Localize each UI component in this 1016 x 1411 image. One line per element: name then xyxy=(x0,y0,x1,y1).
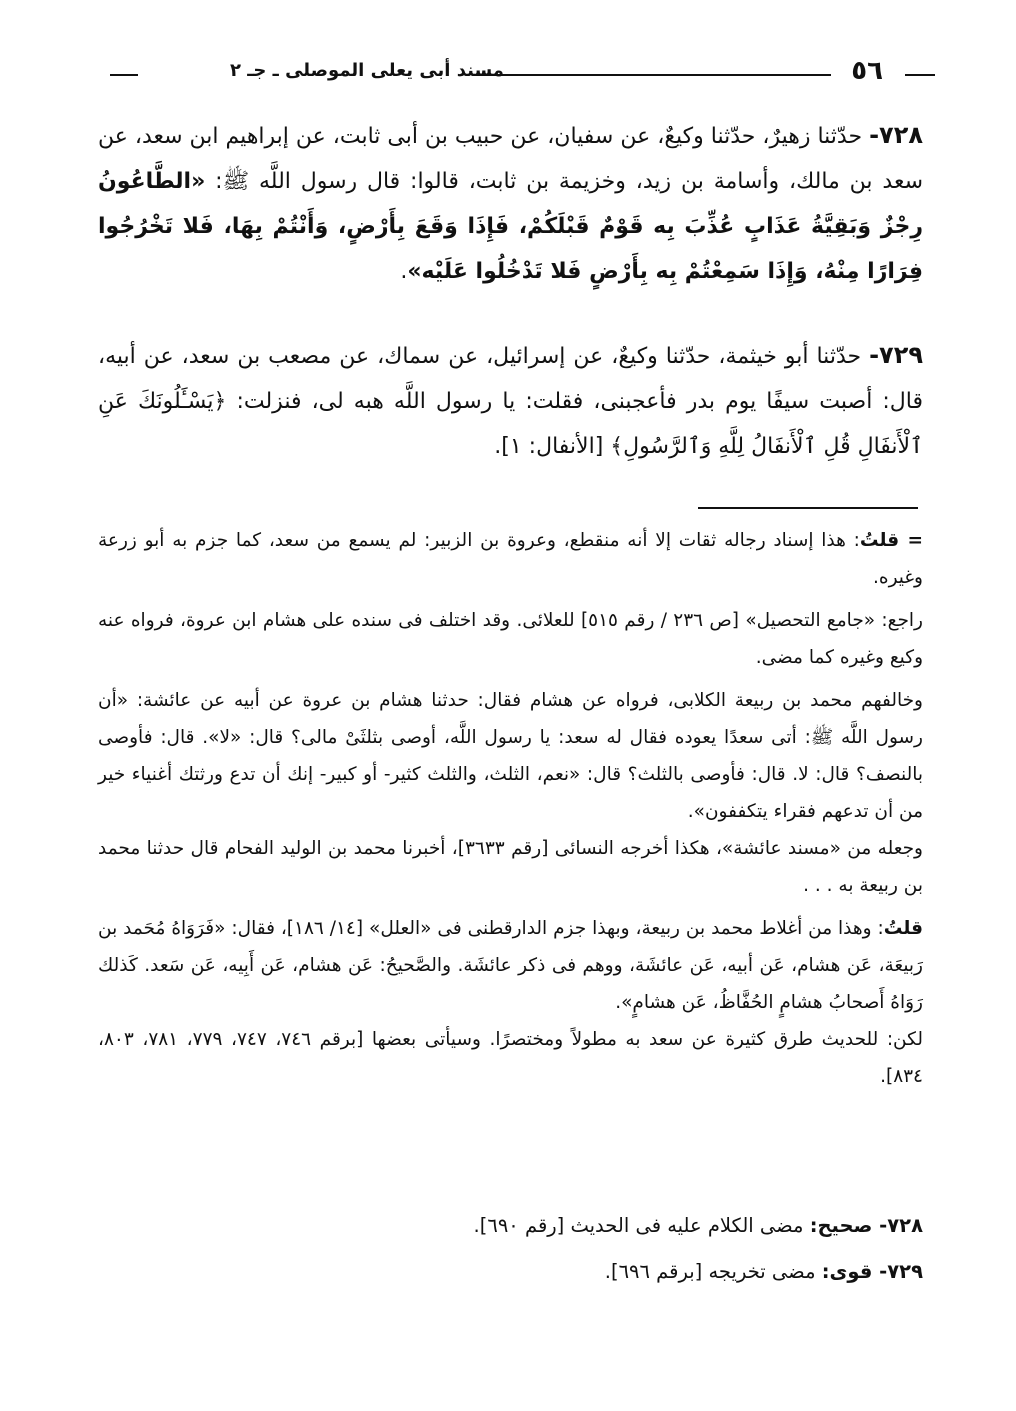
hadith-number: ٧٢٨- xyxy=(869,121,923,149)
grading-text: مضى تخريجه [برقم ٦٩٦]. xyxy=(604,1260,822,1283)
footnote-separator xyxy=(698,507,918,509)
hadith-text: حدّثنا أبو خيثمة، حدّثنا وكيعٌ، عن إسرائيل، عن سماك، عن مصعب بن سعد، عن أبيه، قال: أصبت سيفًا يوم بدر فأعجبنى، فقلت: يا رسول اللَّه هبه لى، فنزلت: xyxy=(98,344,924,414)
footnote-text: : وهذا من أغلاط محمد بن ربيعة، وبهذا جزم الدارقطنى فى «العلل» [١٤/ ١٨٦]، فقال: «فَرَوَاهُ مُحَمد بن رَبيعَة، عَن هشام، عَن أبيه، عَن عائشَة، ووهم فى ذكر عائشَة. والصَّحيحُ: عَن هشام، عَن أَبِيه، عَن سَعد. كَذلك رَوَاهُ أَصحابُ هشامٍ الحُفَّاظُ، عَن هشامٍ». xyxy=(98,918,923,1013)
header-rule xyxy=(905,74,935,76)
qultu-label: قلتُ xyxy=(883,918,923,939)
grading-label: ٧٢٨- صحيح: xyxy=(809,1214,923,1237)
hadith-end: . xyxy=(400,259,408,284)
footnote-paragraph: وجعله من «مسند عائشة»، هكذا أخرجه النسائى [رقم ٣٦٣٣]، أخبرنا محمد بن الوليد الفحام قال حدثنا محمد بن ربيعة به . . . xyxy=(98,838,923,896)
verse-reference: [الأنفال: ١]. xyxy=(494,434,611,459)
grading-729 xyxy=(98,1254,923,1290)
footnote-paragraph: وخالفهم محمد بن ربيعة الكلابى، فرواه عن هشام فقال: حدثنا هشام بن عروة عن أبيه عن عائشة: «أن رسول اللَّه ﷺ: أتى سعدًا يعوده فقال له سعد: يا رسول اللَّه، أوصى بثلثَىْ مالى؟ قال: «لا». قال: فأوصى بالنصف؟ قال: لا. قال: فأوصى بالثلث؟ قال: «نعم، الثلث، والثلث كثير- أو كبير- إنك أن تدع ورثتك أغنياء خير من أن تدعهم فقراء يتكففون». xyxy=(98,690,923,822)
footnote-paragraph: راجع: «جامع التحصيل» [ص ٢٣٦ / رقم ٥١٥] للعلائى. وقد اختلف فى سنده على هشام ابن عروة، فرواه عنه وكيع وغيره كما مضى. xyxy=(98,610,923,668)
running-header xyxy=(110,52,935,92)
hadith-728 xyxy=(98,113,923,294)
hadith-matn: «الطَّاعُونُ رِجْزٌ وَبَقِيَّةُ عَذَابٍ عُذِّبَ بِه قَوْمٌ قَبْلَكُمْ، فَإِذَا وَقَعَ بِأَرْضٍ، وَأَنْتُمْ بِهَا، فَلا تَخْرُجُوا فِرَارًا مِنْهُ، وَإِذَا سَمِعْتُمْ بِه بِأَرْضٍ فَلا تَدْخُلُوا عَلَيْه» xyxy=(98,169,923,284)
footnote-text: : هذا إسناد رجاله ثقات إلا أنه منقطع، وعروة بن الزبير: لم يسمع من سعد، كما جزم به أبو زرعة وغيره. xyxy=(98,530,923,588)
footnotes xyxy=(98,522,923,1101)
continuation-marker: = xyxy=(899,530,923,551)
book-title: مسند أبى يعلى الموصلى ـ جـ ٢ xyxy=(230,60,504,81)
page-number: ٥٦ xyxy=(851,56,883,86)
grading-728 xyxy=(98,1208,923,1244)
hadith-729 xyxy=(98,333,923,469)
grading-label: ٧٢٩- قوى: xyxy=(821,1260,923,1283)
grading-text: مضى الكلام عليه فى الحديث [رقم ٦٩٠]. xyxy=(473,1214,810,1237)
header-rule xyxy=(476,74,831,76)
header-rule xyxy=(110,74,138,76)
footnote-paragraph: لكن: للحديث طرق كثيرة عن سعد به مطولاً ومختصرًا. وسيأتى بعضها [برقم ٧٤٦، ٧٤٧، ٧٧٩، ٧٨١، ٨٠٣، ٨٣٤]. xyxy=(98,1029,923,1087)
qultu-label: قلتُ xyxy=(859,530,900,551)
footnote-paragraph xyxy=(98,910,923,1021)
quran-verse: ﴿يَسْـَٔلُونَكَ عَنِ ٱلْأَنفَالِ قُلِ ٱلْأَنفَالُ لِلَّهِ وَٱلرَّسُولِ﴾ xyxy=(98,389,923,459)
hadith-number: ٧٢٩- xyxy=(869,341,923,369)
hadith-chain: حدّثنا زهيرٌ، حدّثنا وكيعٌ، عن سفيان، عن حبيب بن أبى ثابت، عن إبراهيم ابن سعد، عن سعد بن مالك، وأسامة بن زيد، وخزيمة بن ثابت، قالوا: قال رسول اللَّه ﷺ: xyxy=(98,124,923,194)
footnote-paragraph xyxy=(98,522,923,596)
